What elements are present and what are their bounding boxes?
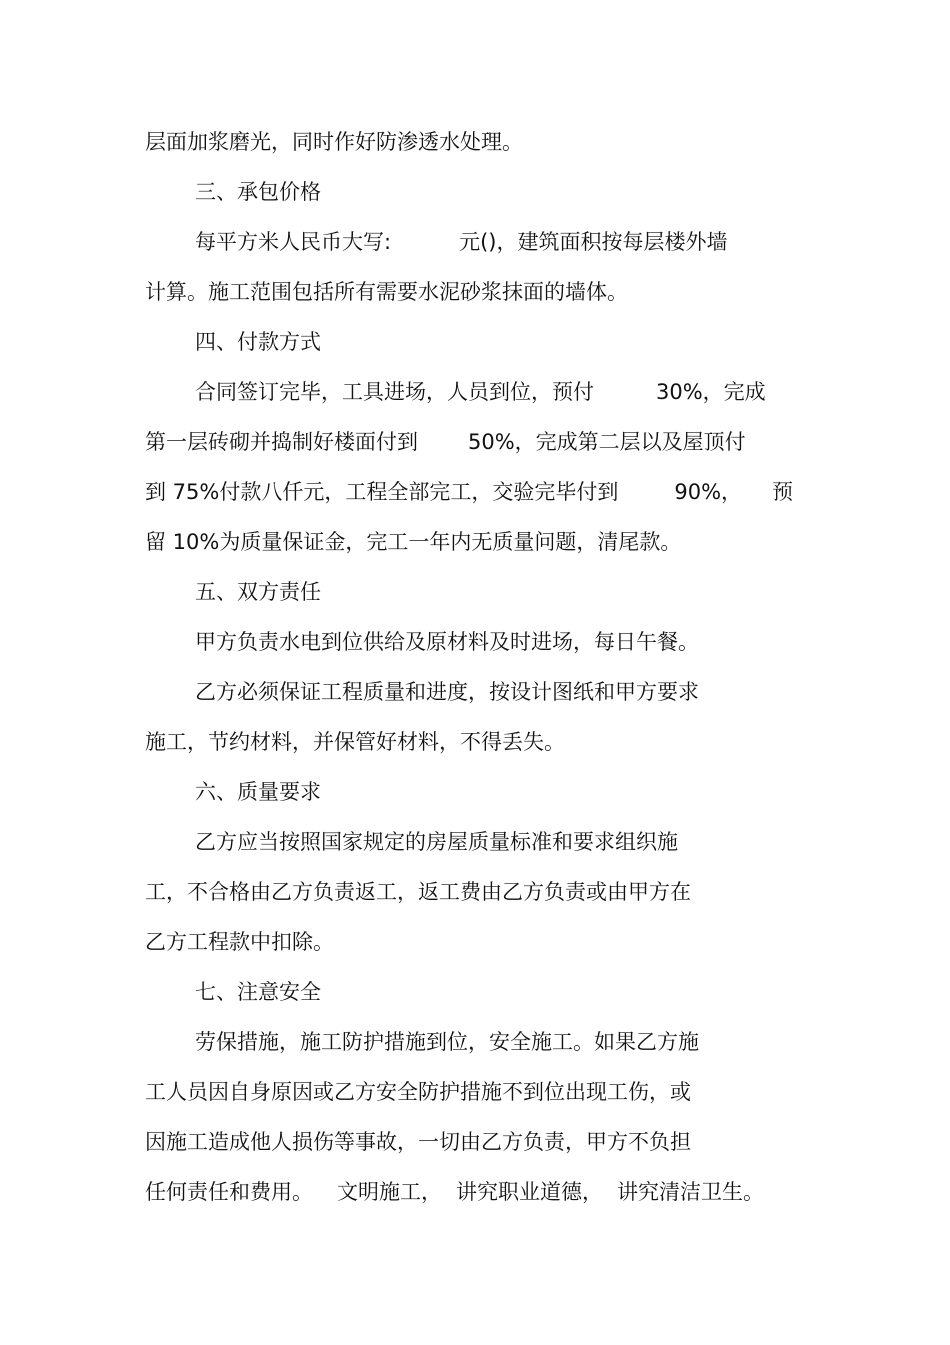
text-segment: 文明施工， <box>337 1180 442 1204</box>
paragraph-line: 工，不合格由乙方负责返工，返工费由乙方负责或由甲方在 <box>145 880 691 904</box>
text-segment: 讲究职业道德， <box>456 1180 603 1204</box>
section-heading: 六、质量要求 <box>195 780 321 804</box>
text-segment: 预 <box>772 480 794 504</box>
section-heading: 四、付款方式 <box>195 330 321 354</box>
paragraph-line: 留 10%为质量保证金，完工一年内无质量问题，清尾款。 <box>145 530 682 554</box>
paragraph-line <box>145 477 815 507</box>
paragraph-line: 工人员因自身原因或乙方安全防护措施不到位出现工伤，或 <box>145 1080 691 1104</box>
text-segment: 30%，完成 <box>656 380 766 404</box>
paragraph-line: 层面加浆磨光，同时作好防渗透水处理。 <box>145 130 523 154</box>
text-segment: 90%， <box>674 480 743 504</box>
text-segment: 合同签订完毕，工具进场，人员到位，预付 <box>195 380 594 404</box>
section-heading: 五、双方责任 <box>195 580 321 604</box>
paragraph-line: 计算。施工范围包括所有需要水泥砂浆抹面的墙体。 <box>145 280 628 304</box>
section-heading: 三、承包价格 <box>195 180 321 204</box>
paragraph-line <box>195 227 815 257</box>
text-segment: 第一层砖砌并捣制好楼面付到 <box>145 430 418 454</box>
text-segment: 50%，完成第二层以及屋顶付 <box>468 430 746 454</box>
paragraph-line: 施工，节约材料，并保管好材料，不得丢失。 <box>145 730 565 754</box>
text-segment: 元()，建筑面积按每层楼外墙 <box>459 230 728 254</box>
paragraph-line: 劳保措施，施工防护措施到位，安全施工。如果乙方施 <box>195 1030 699 1054</box>
paragraph-line: 乙方必须保证工程质量和进度，按设计图纸和甲方要求 <box>195 680 699 704</box>
paragraph-line: 乙方应当按照国家规定的房屋质量标准和要求组织施 <box>195 830 678 854</box>
text-segment: 讲究清洁卫生。 <box>617 1180 764 1204</box>
paragraph-line <box>195 377 815 407</box>
text-segment: 到 75%付款八仟元，工程全部完工，交验完毕付到 <box>145 480 619 504</box>
paragraph-line <box>145 427 815 457</box>
paragraph-line: 乙方工程款中扣除。 <box>145 930 334 954</box>
paragraph-line: 因施工造成他人损伤等事故，一切由乙方负责，甲方不负担 <box>145 1130 691 1154</box>
section-heading: 七、注意安全 <box>195 980 321 1004</box>
paragraph-line <box>145 1177 815 1207</box>
text-segment: 任何责任和费用。 <box>145 1180 313 1204</box>
text-segment: 每平方米人民币大写: <box>195 230 392 254</box>
paragraph-line: 甲方负责水电到位供给及原材料及时进场，每日午餐。 <box>195 630 699 654</box>
